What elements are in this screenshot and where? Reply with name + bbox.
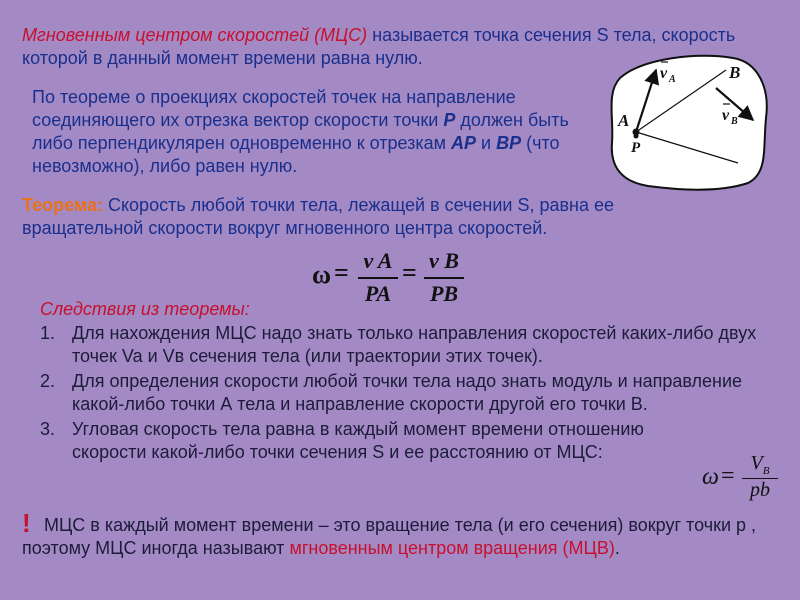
mcv-highlight: мгновенным центром вращения (МЦВ) — [289, 538, 615, 558]
fraction-numerator-v: V — [750, 452, 763, 474]
list-item-number: 2. — [40, 371, 56, 391]
diagram-label-p: P — [631, 140, 641, 156]
omega-symbol-2: ω — [702, 464, 719, 490]
segment-ap-label: АР — [451, 133, 477, 153]
fraction-numerator-sub: B — [762, 465, 770, 477]
list-item — [40, 418, 690, 464]
list-item-text: Для определения скорости любой точки тела надо знать модуль и направление какой-либо точки А тела и направление скорости другой его точки В. — [72, 371, 743, 414]
omega-symbol: ω — [312, 260, 332, 289]
projection-paragraph — [32, 86, 587, 178]
diagram-label-vb: v — [722, 107, 730, 124]
theorem-text: Скорость любой точки тела, лежащей в сечении S, равна ее вращательной скорости вокруг мгновенного центра скоростей. — [22, 195, 615, 238]
projection-and: и — [476, 133, 497, 153]
diagram-label-va: v — [660, 65, 668, 82]
body-section-diagram — [598, 48, 778, 198]
theorem-paragraph — [22, 194, 702, 240]
diagram-sub-vb: B — [731, 116, 738, 127]
exclamation-mark: ! — [22, 508, 31, 538]
list-item-number: 3. — [40, 419, 56, 439]
fraction-va-pa — [358, 248, 398, 307]
fraction-pa-denominator: PA — [364, 281, 392, 306]
fraction-vb-numerator: v B — [424, 248, 464, 279]
fraction-vb-pb — [424, 248, 464, 307]
fraction-denominator: pb — [750, 479, 770, 501]
fraction-pb-denominator: PB — [429, 281, 459, 306]
equals-sign-2: = — [402, 258, 417, 287]
equals-sign-1: = — [334, 258, 349, 287]
omega-formula — [312, 248, 482, 306]
list-item — [40, 370, 790, 416]
consequences-title: Следствия из теоремы: — [40, 299, 250, 319]
fraction-va-numerator: v A — [358, 248, 398, 279]
projection-text-1: По теореме о проекциях скоростей точек на направление соединяющего их отрезка вектор скорости точки — [32, 87, 516, 130]
projection-text-3: (что невозможно), либо равен нулю. — [32, 133, 560, 176]
omega-vb-pb-formula — [702, 452, 782, 506]
body-outline — [612, 56, 767, 190]
segment-bp-label: ВР — [496, 133, 522, 153]
fraction-vb-pb-2 — [742, 452, 778, 502]
diagram-sub-va: A — [669, 74, 676, 85]
fraction-numerator — [742, 452, 778, 479]
intro-text: называется точка сечения S тела, скорость которой в данный момент времени равна нулю. — [22, 25, 736, 68]
point-p-label: Р — [443, 110, 456, 130]
diagram-label-a: A — [618, 111, 630, 130]
final-end: . — [614, 538, 620, 558]
list-item-text: Для нахождения МЦС надо знать только направления скоростей каких-либо двух точек Va и Vв сечения тела (или траектории этих точек). — [72, 323, 757, 366]
theorem-label: Теорема: — [22, 195, 103, 215]
equals-sign-3: = — [721, 463, 735, 489]
projection-text-2: должен быть либо перпендикулярен одновременно к отрезкам — [32, 110, 569, 153]
point-p-dot — [634, 134, 639, 139]
diagram-label-b: B — [729, 63, 741, 82]
list-item-number: 1. — [40, 323, 56, 343]
list-item-text: Угловая скорость тела равна в каждый момент времени отношению скорости какой-либо точки сечения S и ее расстоянию от МЦС: — [72, 419, 644, 462]
final-note — [22, 514, 787, 560]
final-text: МЦС в каждый момент времени – это вращение тела (и его сечения) вокруг точки р , поэтому МЦС иногда называют — [22, 515, 757, 558]
mcs-term: Мгновенным центром скоростей (МЦС) — [22, 25, 368, 45]
consequences-list — [40, 322, 790, 466]
list-item — [40, 322, 790, 368]
